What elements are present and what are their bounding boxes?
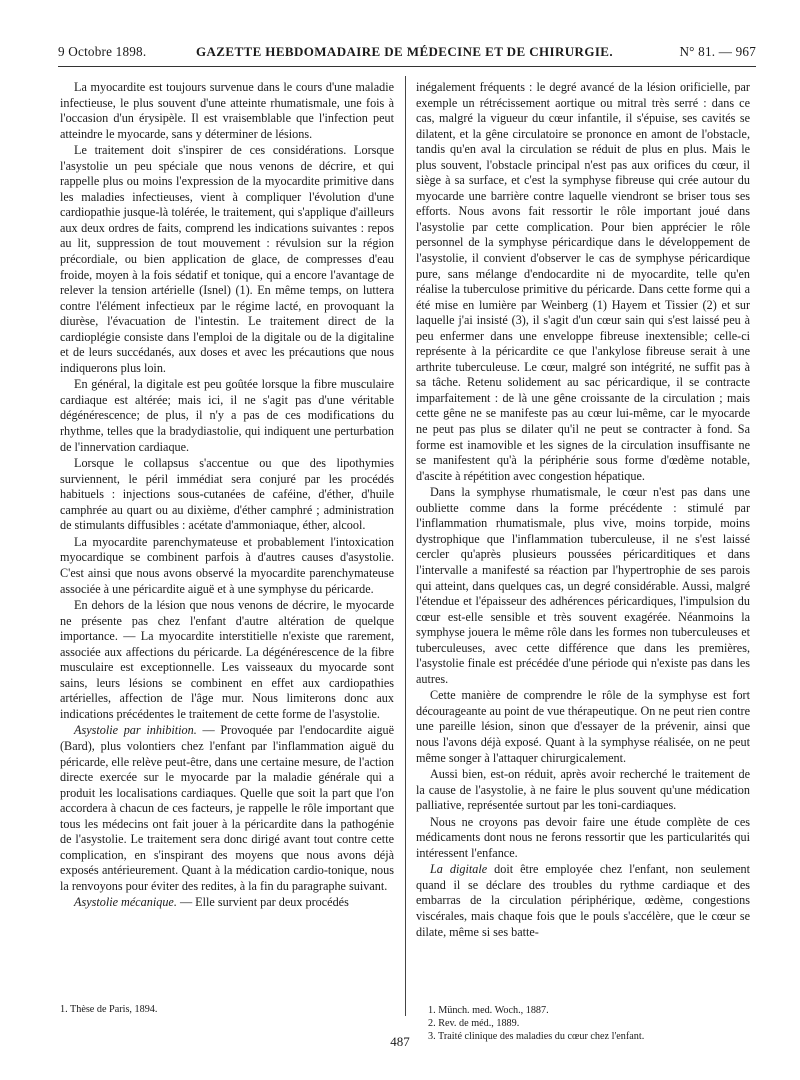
header-date: 9 Octobre 1898. bbox=[58, 44, 147, 59]
paragraph bbox=[60, 723, 394, 894]
paragraph: En général, la digitale est peu goûtée lorsque la fibre musculaire cardiaque est altérée; mais ici, il ne s'agit pas d'une véritable dégénérescence; de plus, il n'y a pas de ces modifications du rhythme, telles que la bradydiastolie, qui indiquent une perturbation de l'innervation cardiaque. bbox=[60, 377, 394, 454]
paragraph: Nous ne croyons pas devoir faire une étude complète de ces médicaments dont nous ne ferons ressortir que les particularités qui intéressent l'enfance. bbox=[416, 814, 750, 860]
section-heading: La digitale bbox=[430, 862, 488, 877]
paragraph: Cette manière de comprendre le rôle de la symphyse est fort décourageante au point de vue thérapeutique. On ne peut rien contre une pareille lésion, sinon que d'essayer de la prévenir, ainsi que nous l'avons déjà exposé. Quant à la symphyse réalisée, on ne peut même songer à l'attaquer chirurgicalement. bbox=[416, 688, 750, 765]
page-number: 487 bbox=[390, 1034, 410, 1049]
paragraph: Dans la symphyse rhumatismale, le cœur n'est pas dans une oubliette comme dans la forme précédente : stimulé par l'inflammation rhumatismale, plus vive, moins torpide, moins dystrophique que l'inflammation tuberculeuse, il ne s'est laissé cercler qu'après plusieurs poussées péricarditiques et dans l'intervalle a manifesté sa réaction par l'hypertrophie de ses parois qui atteint, dans quelques cas, un degré considérable. Aussi, malgré l'étendue et l'épaisseur des adhérences péricardiques, l'impulsion du cœur est-elle sensible et très souvent exagérée. Néanmoins la symphyse jouera le même rôle dans les formes non tuberculeuses et tuberculeuses, avec cette différence que dans les premières, l'asystolie finale est précédée d'une période qui n'existe pas dans les autres. bbox=[416, 485, 750, 686]
section-heading: Asystolie mécanique. bbox=[74, 895, 177, 910]
footnotes-left bbox=[60, 1003, 390, 1016]
running-header bbox=[58, 40, 756, 64]
paragraph: En dehors de la lésion que nous venons de décrire, le myocarde ne présente pas chez l'enfant d'autre altération de quelque importance. — La myocardite interstitielle n'existe que rarement, associée aux affections du péricarde. La dégénérescence de la fibre musculaire est exceptionnelle. Les vaisseaux du myocarde sont sains, leurs lésions se combinent en effet aux cardiopathies artérielles, affection de l'âge mur. Nous limiterons donc aux indications précédentes le traitement de cette forme de l'asystolie. bbox=[60, 598, 394, 721]
footnote: 3. Traité clinique des maladies du cœur chez l'enfant. bbox=[428, 1031, 645, 1042]
paragraph: inégalement fréquents : le degré avancé de la lésion orificielle, par exemple un rétrécissement aortique ou mitral très serré : dans ce cas, malgré la vigueur du cœur infantile, il s'épuise, ses cavités se dilatent, et la gêne circulatoire se prononce en amont de l'obstacle, tandis qu'en aval la circulation se réduit de plus en plus. Mais le plus souvent, l'obstacle principal n'est pas aux orifices du cœur, il siège à sa surface, et c'est la symphyse fibreuse qui crée autour du myocarde une barrière contre laquelle viendront se briser tous ses efforts. Nous avons fait ressortir le rôle important joué dans l'asystolie par cette complication. Pour bien apprécier le rôle personnel de la symphyse péricardique dans le développement de l'asystolie, il convient d'observer le cas de symphyse péricardique pure, sans mélange d'endocardite ni de myocardite, telle qu'en réalise la tuberculose primitive du péricarde. Dans cette forme qui a été mise en lumière par Weinberg (1) Hayem et Tissier (2) et sur laquelle j'ai insisté (3), il s'agit d'un cœur sain qui s'est laissé peu à peu enfermer dans une enveloppe fibreuse inextensible; celle-ci représente à la péricardite ce que l'ankylose fibreuse serait à une arthrite tuberculeuse. Le cœur, malgré son intégrité, ne suffit pas à sa tâche. Retenu solidement au sac péricardique, il se contracte imparfaitement : de là une gêne croissante de la circulation ; mais cette gêne ne se manifeste pas au cœur lui-même, car le myocarde ne peut pas plus se dilater qu'il ne peut se contracter à fond. Sa forme est inamovible et les signes de la circulation insuffisante ne se manifestent qu'à la périphérie sous forme d'œdème notable, d'ascite à répétition avec congestion hépatique. bbox=[416, 80, 750, 483]
paragraph: Le traitement doit s'inspirer de ces considérations. Lorsque l'asystolie un peu spéciale que nous venons de décrire, et qui rappelle plus ou moins l'expression de la myocardite primitive dans les maladies infectieuses, vient à compliquer l'évolution d'une cardiopathie jusque-là tolérée, le traitement, qui s'applique d'ailleurs aux deux ordres de faits, comprend les indications suivantes : repos au lit, suppression de tout mouvement : révulsion sur la région précordiale, ou bien application de glace, de compresses d'eau froide, moyen à la fois sédatif et tonique, qui a encore l'avantage de relever la tension artérielle (Isnel) (1). En même temps, on luttera contre l'élément infectieux par le régime lacté, en provoquant la diurèse, l'évacuation de l'intestin. Le traitement direct de la cardioplégie consiste dans l'emploi de la digitale ou de la digitaline et de leurs succédanés, aux doses et avec les précautions que nous indiquerons plus loin. bbox=[60, 143, 394, 375]
paragraph: Aussi bien, est-on réduit, après avoir recherché le traitement de la cause de l'asystolie, à ne faire le plus souvent qu'une médication palliative, représentée surtout par les toni-cardiaques. bbox=[416, 767, 750, 813]
paragraph bbox=[416, 862, 750, 940]
paragraph-text: — Provoquée par l'endocardite aiguë (Bard), plus volontiers chez l'enfant par l'inflammation aiguë du péricarde, elle relève peut-être, dans une certaine mesure, de l'action directe exercée sur le myocarde par la maladie générale qui a produit les localisations cardiaques. Quelle que soit la part que l'on accordera à chacun de ces facteurs, je rappelle le rôle important que tous les médecins ont fait jouer à la péricardite dans la pathogénie de l'asystolie. Le traitement sera donc dirigé avant tout contre cette complication, en s'inspirant des moyens que nous avons déjà exposés antérieurement. Quant à la médication cardio-tonique, nous la renvoyons pour éviter des redites, à la fin du paragraphe suivant. bbox=[60, 723, 394, 893]
section-heading: Asystolie par inhibition. bbox=[74, 723, 197, 738]
paragraph-text: — Elle survient par deux procédés bbox=[176, 895, 349, 910]
footnote: 1. Münch. med. Woch., 1887. bbox=[428, 1005, 549, 1016]
paragraph: Lorsque le collapsus s'accentue ou que des lipothymies surviennent, le péril immédiat sera conjuré par les procédés habituels : injections sous-cutanées de caféine, d'éther, d'huile camphrée au quart ou au dixième, d'éther camphré ; administration de stimulants diffusibles : acétate d'ammoniaque, éther, alcool. bbox=[60, 456, 394, 533]
right-column bbox=[416, 80, 750, 940]
header-rule bbox=[58, 66, 756, 67]
left-column bbox=[60, 80, 394, 911]
paragraph: La myocardite parenchymateuse et probablement l'intoxication myocardique se combinent parfois à d'autres causes d'asystolie. C'est ainsi que nous avons observé la myocardite parenchymateuse associée à une péricardite aiguë et à une symphyse du péricarde. bbox=[60, 534, 394, 596]
footnote: 2. Rev. de méd., 1889. bbox=[428, 1018, 520, 1029]
paragraph: La myocardite est toujours survenue dans le cours d'une maladie infectieuse, le plus souvent d'une atteinte rhumatismale, une fois à l'occasion d'un érysipèle. Il est vraisemblable que l'infection peut atteindre le myocarde, sans y déterminer de lésions. bbox=[60, 80, 394, 141]
paragraph bbox=[60, 895, 394, 911]
column-divider bbox=[405, 76, 406, 1016]
footnote: 1. Thèse de Paris, 1894. bbox=[60, 1004, 158, 1015]
header-title: GAZETTE HEBDOMADAIRE DE MÉDECINE ET DE CHIRURGIE. bbox=[196, 44, 614, 59]
header-issue-number: N° 81. — 967 bbox=[679, 44, 756, 59]
paragraph-text: doit être employée chez l'enfant, non seulement quand il se déclare des troubles du rythme cardiaque et des embarras de la circulation périphérique, œdème, congestions viscérales, mais chaque fois que le pouls s'accélère, que le cœur se dilate, même si ses batte- bbox=[416, 862, 750, 939]
